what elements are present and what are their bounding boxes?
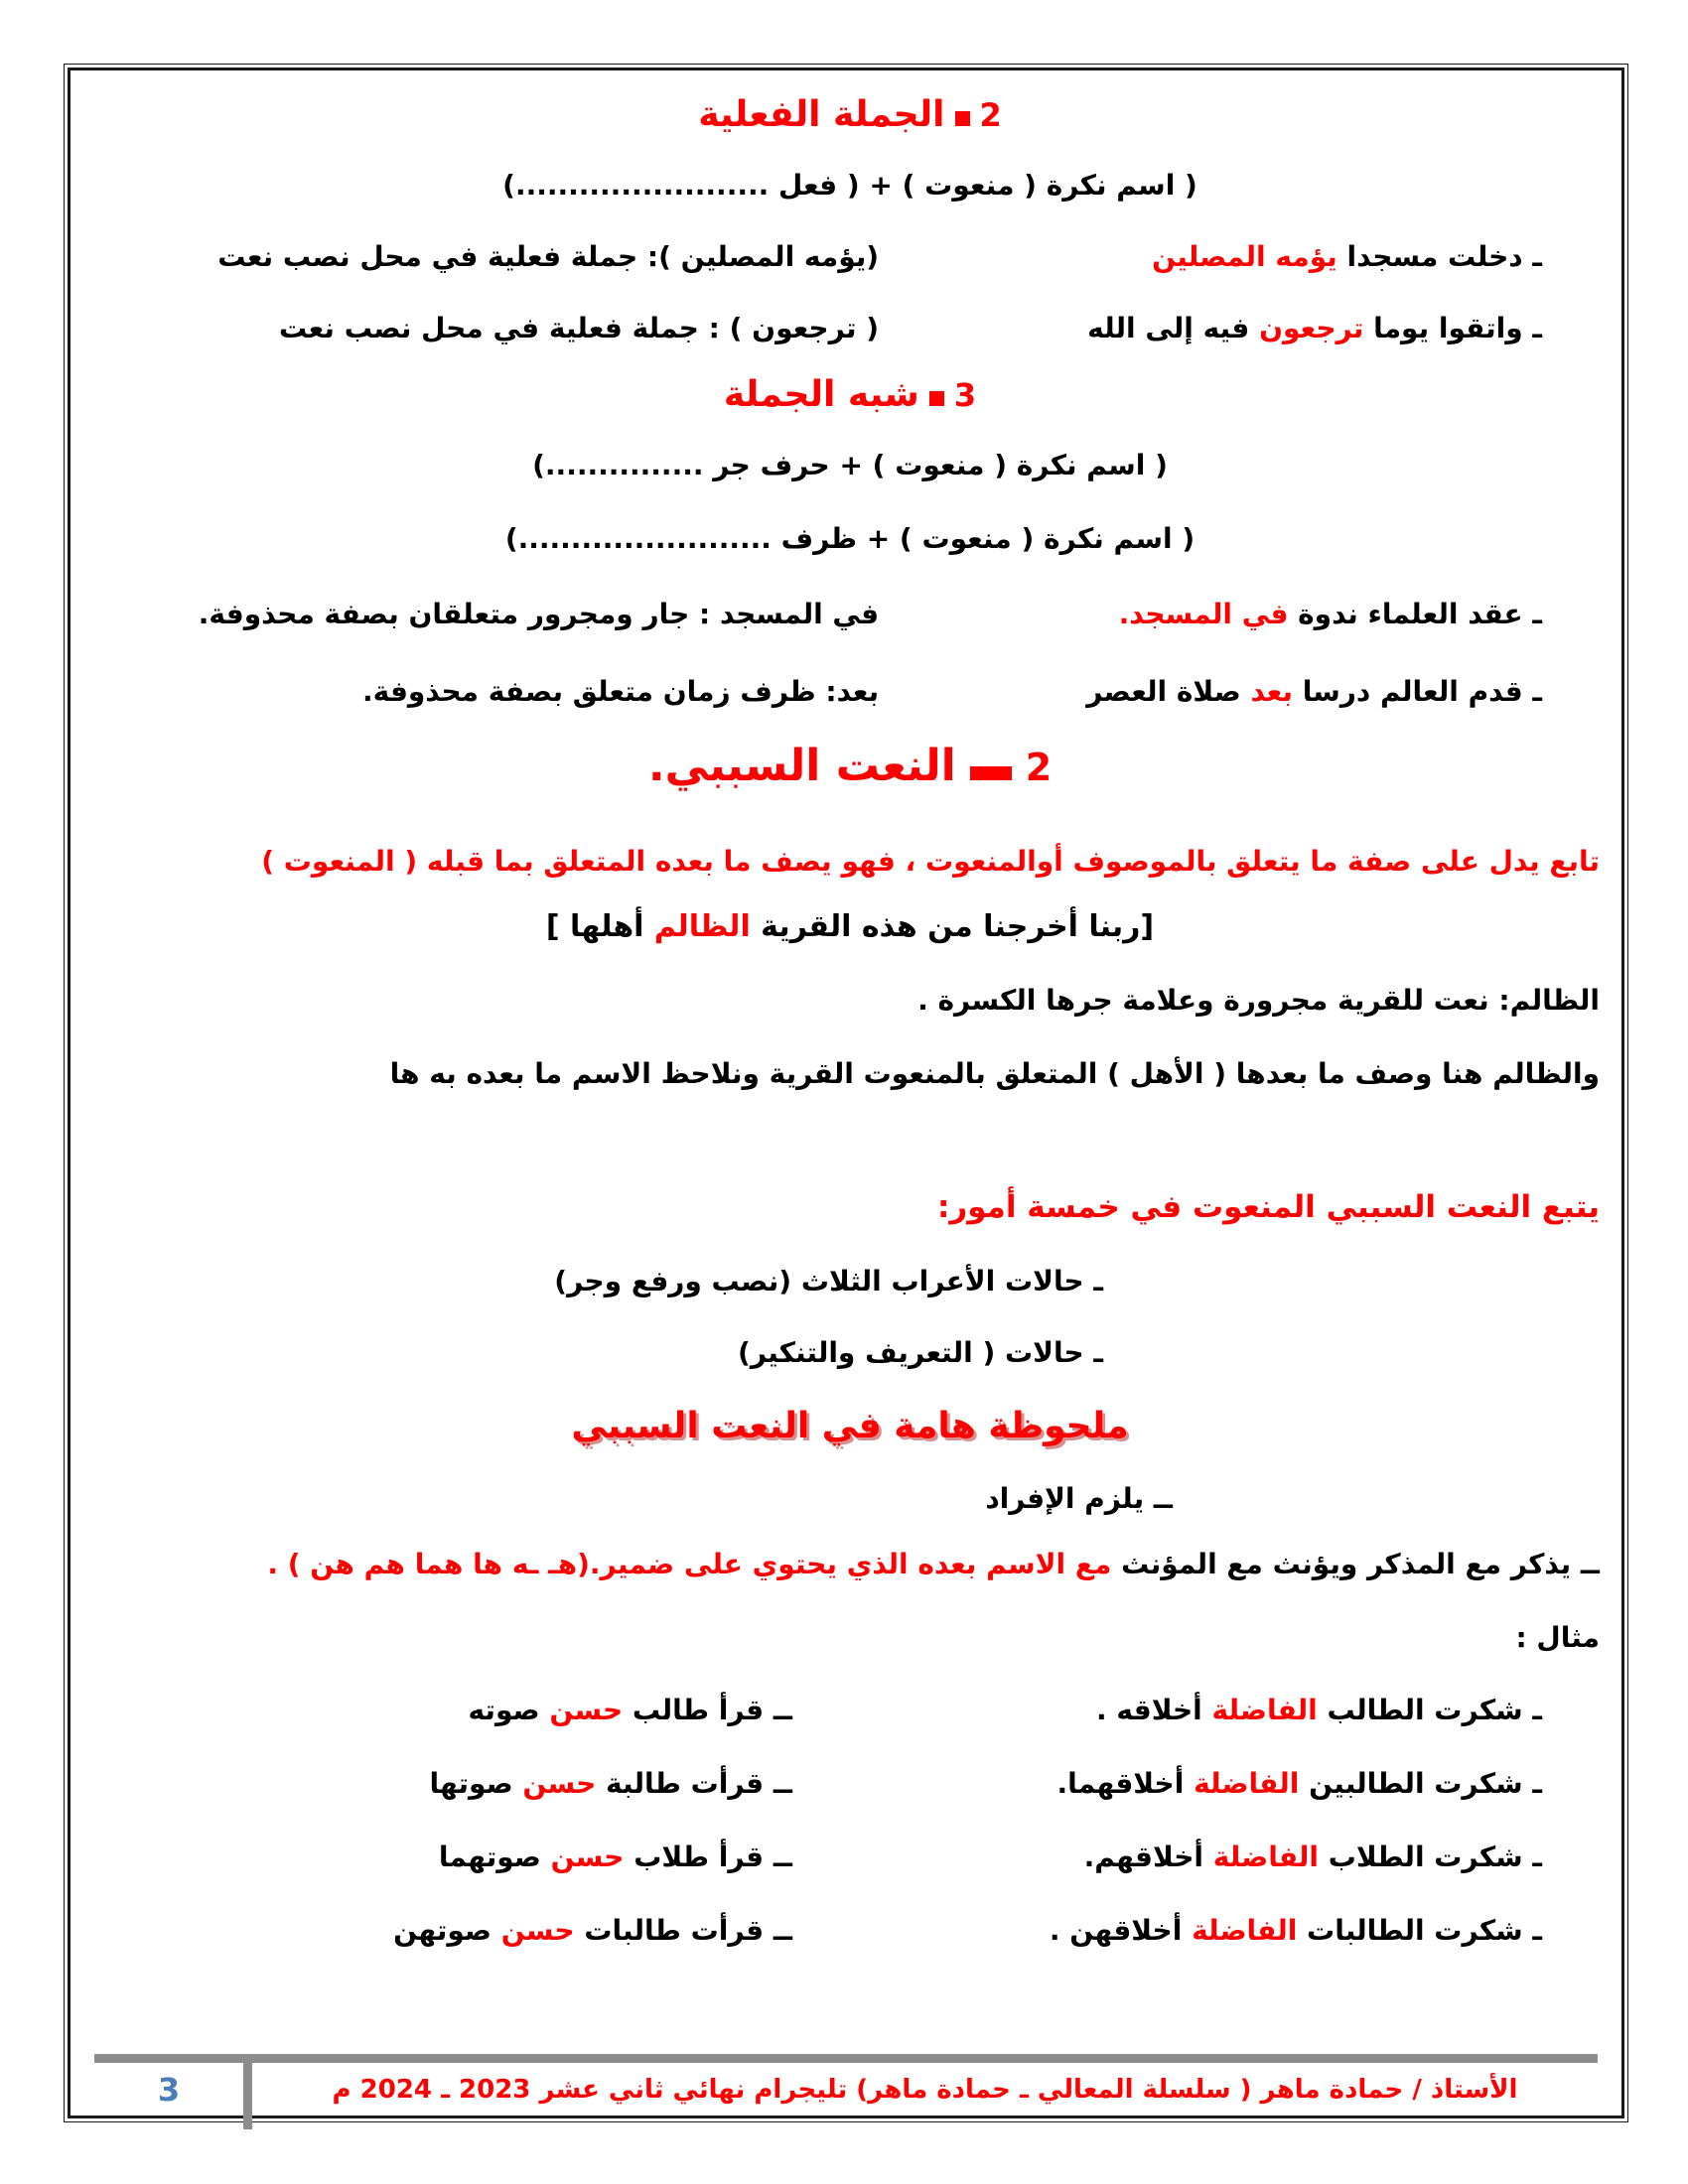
highlighted-naat: ترجعون <box>1259 311 1364 344</box>
demo-sentence-right: ـ شكرت الطلاب الفاضلة أخلاقهم. <box>1083 1840 1542 1873</box>
highlighted-naat: الفاضلة <box>1192 1913 1298 1947</box>
demo-row <box>100 1912 1600 1950</box>
example-sentence: ـ قدم العالم درسا بعد صلاة العصر <box>1086 674 1542 708</box>
example-sentence: ـ واتقوا يوما ترجعون فيه إلى الله <box>1087 311 1542 344</box>
quran-analysis-2: والظالم هنا وصف ما بعدها ( الأهل ) المتعلق بالمنعوت القرية ونلاحظ الاسم ما بعده به ها <box>389 1056 1600 1090</box>
highlighted-naat: الفاضلة <box>1211 1694 1318 1727</box>
note-item-singular: ــ يلزم الإفراد <box>985 1481 1173 1515</box>
demo-sentence-left: ــ قرأت طالبة حسن صوتها <box>429 1767 792 1801</box>
highlighted-naat: حسن <box>522 1767 597 1801</box>
section-number: 2 <box>1025 745 1053 789</box>
highlighted-naat: الظالم <box>653 909 751 945</box>
highlighted-naat: الفاضلة <box>1194 1767 1300 1801</box>
highlighted-naat: يؤمه المصلين <box>1152 239 1337 273</box>
section-heading-causal-naat <box>100 741 1600 791</box>
quran-analysis-1: الظالم: نعت للقرية مجرورة وعلامة جرها الكسرة . <box>917 983 1600 1017</box>
page-border-frame <box>64 64 1628 2122</box>
note-item-gender: ــ يذكر مع المذكر ويؤنث مع المؤنث مع الاسم بعده الذي يحتوي على ضمير.(هـ ـه ها هما هم هن ) . <box>267 1547 1600 1580</box>
demo-row <box>100 1839 1600 1876</box>
page-number: 3 <box>94 2054 243 2116</box>
demo-sentence-right: ـ شكرت الطالب الفاضلة أخلاقه . <box>1096 1694 1542 1727</box>
example-analysis: ( ترجعون ) : جملة فعلية في محل نصب نعت <box>278 311 880 344</box>
highlighted-naat: حسن <box>500 1913 575 1947</box>
highlighted-naat: بعد <box>1250 674 1293 708</box>
section-number: 3 <box>953 376 977 415</box>
page-frame-inner <box>68 68 1624 2118</box>
section-title: شبه الجملة <box>723 374 919 416</box>
highlighted-naat: حسن <box>549 1694 624 1727</box>
example-sentence: ـ دخلت مسجدا يؤمه المصلين <box>1152 239 1542 273</box>
example-row <box>100 596 1600 633</box>
footer-divider <box>243 2054 252 2129</box>
follows-item: ـ حالات ( التعريف والتنكير) <box>738 1336 1103 1370</box>
section-title: النعت السببي. <box>647 740 956 791</box>
section-heading-semi-sentence <box>100 374 1600 415</box>
highlighted-naat: الفاضلة <box>1212 1840 1320 1873</box>
causal-naat-definition: تابع يدل على صفة ما يتعلق بالموصوف أوالمنعوت ، فهو يصف ما بعده المتعلق بما قبله ( المنعوت ) <box>261 844 1600 878</box>
red-square-bullet-icon <box>955 111 970 126</box>
demo-row <box>100 1692 1600 1729</box>
example-analysis: بعد: ظرف زمان متعلق بصفة محذوفة. <box>361 674 880 708</box>
quran-example: [ربنا أخرجنا من هذه القرية الظالم أهلها ] <box>545 909 1155 945</box>
highlighted-naat: حسن <box>550 1840 625 1873</box>
example-sentence: ـ عقد العلماء ندوة في المسجد. <box>1118 597 1542 630</box>
example-row <box>100 238 1600 276</box>
demo-sentence-left: ــ قرأت طالبات حسن صوتهن <box>393 1913 792 1947</box>
example-analysis: (يؤمه المصلين ): جملة فعلية في محل نصب نعت <box>217 239 880 273</box>
note-heading: ملحوظة هامة في النعت السببي <box>571 1405 1129 1446</box>
demo-sentence-right: ـ شكرت الطالبين الفاضلة أخلاقهما. <box>1056 1767 1542 1801</box>
page-footer <box>94 2054 1598 2116</box>
demo-sentence-right: ـ شكرت الطالبات الفاضلة أخلاقهن . <box>1049 1913 1542 1947</box>
section-number: 2 <box>979 96 1002 134</box>
follows-heading: يتبع النعت السببي المنعوت في خمسة أمور: <box>936 1189 1600 1226</box>
footer-credit-text: الأستاذ / حمادة ماهر ( سلسلة المعالي ـ حمادة ماهر) تليجرام نهائي ثاني عشر 2023 ـ 2024 م <box>252 2054 1598 2116</box>
example-analysis: في المسجد : جار ومجرور متعلقان بصفة محذوفة. <box>198 597 880 630</box>
follows-item: ـ حالات الأعراب الثلاث (نصب ورفع وجر) <box>554 1265 1103 1298</box>
semi-sentence-formula-dharf: ( اسم نكرة ( منعوت ) + ظرف ........................) <box>504 522 1196 556</box>
section-title: الجملة الفعلية <box>698 94 945 135</box>
note-pronouns-red: مع الاسم بعده الذي يحتوي على ضمير.(هـ ـه ها هما هم هن ) . <box>267 1547 1112 1580</box>
semi-sentence-formula-jar: ( اسم نكرة ( منعوت ) + حرف جر ...............) <box>532 449 1168 482</box>
example-row <box>100 310 1600 347</box>
demo-row <box>100 1765 1600 1803</box>
verbal-sentence-formula: ( اسم نكرة ( منعوت ) + ( فعل ........................) <box>502 169 1197 202</box>
section-heading-verbal-sentence <box>100 94 1600 135</box>
red-dash-bullet-icon <box>970 766 1012 780</box>
highlighted-naat: في المسجد. <box>1118 597 1289 630</box>
example-label: مثال : <box>1515 1620 1600 1654</box>
demo-sentence-left: ــ قرأ طلاب حسن صوتهما <box>438 1840 792 1873</box>
document-content <box>70 70 1621 1949</box>
example-row <box>100 673 1600 711</box>
red-square-bullet-icon <box>929 391 944 406</box>
demo-sentence-left: ــ قرأ طالب حسن صوته <box>468 1694 792 1727</box>
